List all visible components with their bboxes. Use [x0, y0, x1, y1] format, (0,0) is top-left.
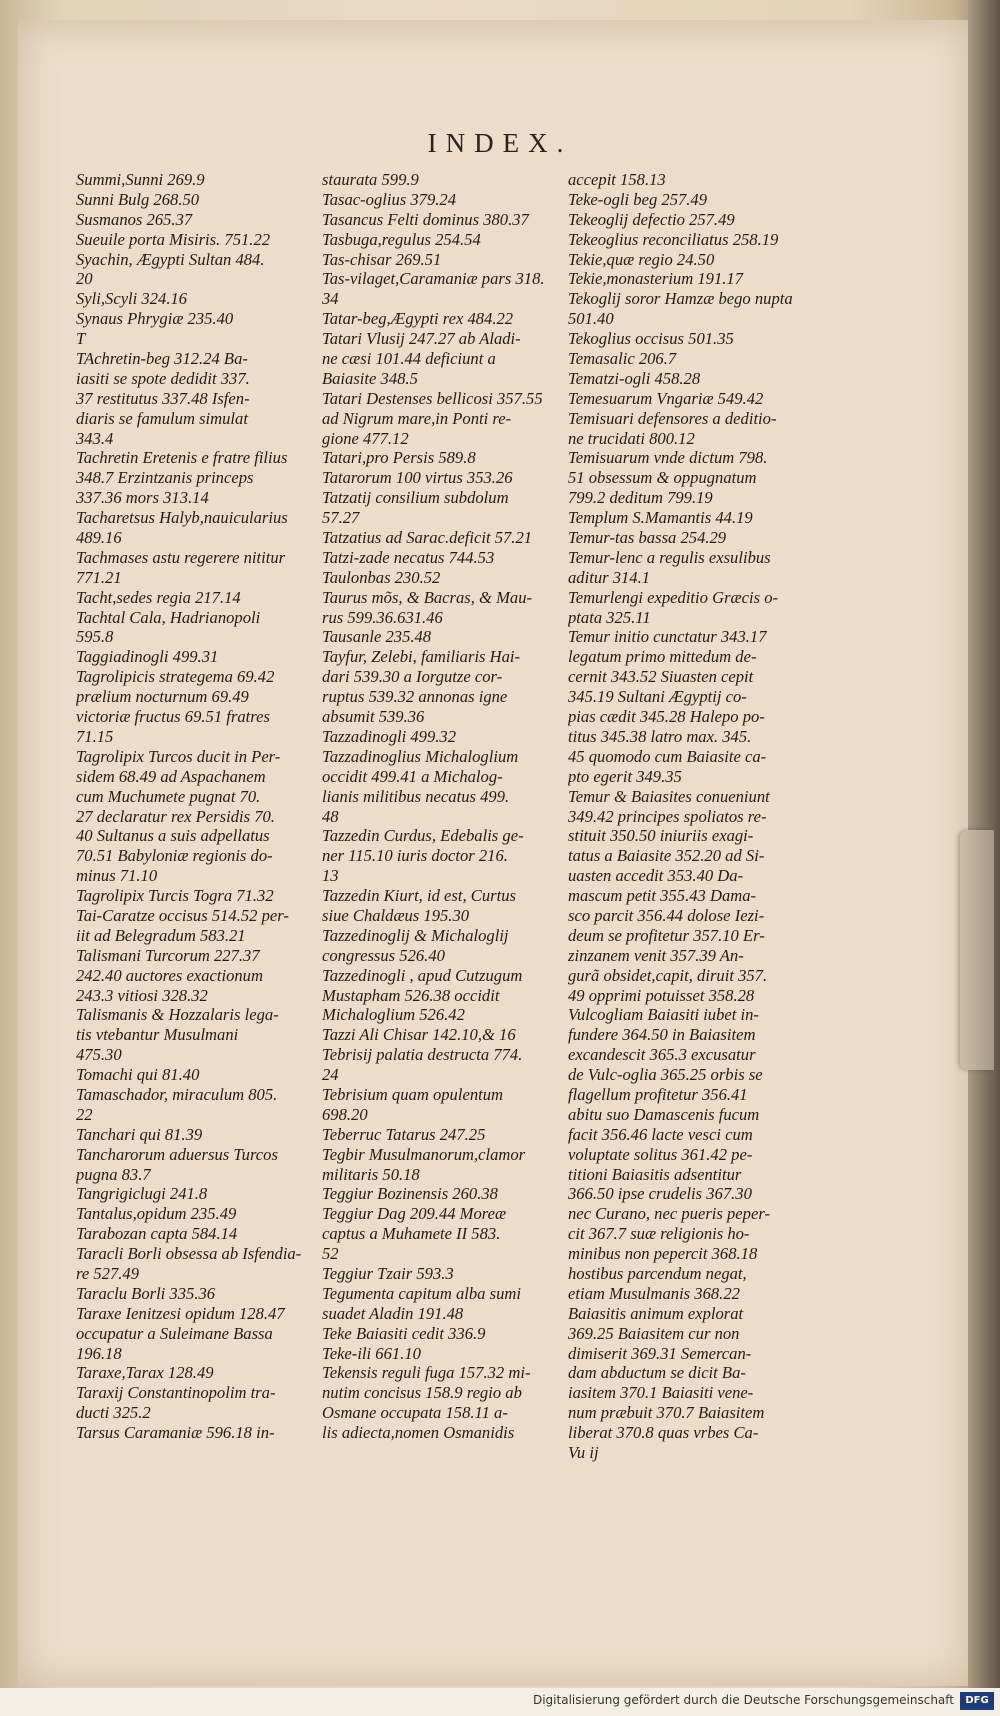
index-entry-line: Temasalic 206.7 — [568, 349, 677, 369]
index-entry-line: Talismanis & Hozzalaris lega- — [76, 1005, 279, 1025]
index-entry-line: pugna 83.7 — [76, 1164, 151, 1184]
index-entry-line: Teggiur Bozinensis 260.38 — [322, 1184, 498, 1204]
index-entry-line: rus 599.36.631.46 — [322, 607, 443, 627]
index-entry-line: Temesuarum Vngariæ 549.42 — [568, 388, 764, 408]
index-entry-line: Tazzadinoglius Michaloglium — [322, 746, 519, 766]
index-entry-line: iasiti se spote dedidit 337. — [76, 368, 250, 388]
index-entry-line: 45 quomodo cum Baiasite ca- — [568, 746, 767, 766]
index-entry-line: gurã obsidet,capit, diruit 357. — [568, 965, 768, 985]
index-entry-line: Tas-chisar 269.51 — [322, 249, 442, 269]
index-entry-line: cum Muchumete pugnat 70. — [76, 786, 261, 806]
index-entry-line: minus 71.10 — [76, 866, 158, 886]
index-entry-line: 34 — [322, 289, 339, 309]
index-entry-line: congressus 526.40 — [322, 945, 445, 965]
index-entry-line: Tantalus,opidum 235.49 — [76, 1204, 237, 1224]
index-entry-line: Tatarorum 100 virtus 353.26 — [322, 468, 513, 488]
index-entry-line: 48 — [322, 806, 339, 826]
index-entry-line: staurata 599.9 — [322, 170, 419, 189]
index-entry-line: Tekie,monasterium 191.17 — [568, 269, 743, 289]
index-entry-line: ne cæsi 101.44 deficiunt a — [322, 349, 496, 369]
index-entry-line: Tachretin Eretenis e fratre filius — [76, 448, 288, 468]
index-entry-line: 242.40 auctores exactionum — [76, 965, 263, 985]
index-entry-line: dam abductum se dicit Ba- — [568, 1363, 746, 1383]
index-entry-line: Sueuile porta Misiris. 751.22 — [76, 229, 271, 249]
index-entry-line: 57.27 — [322, 508, 360, 528]
index-entry-line: uasten accedit 353.40 Da- — [568, 866, 744, 886]
index-entry-line: Tekoglij soror Hamzæ bego nupta — [568, 289, 793, 309]
index-entry-line: ad Nigrum mare,in Ponti re- — [322, 408, 512, 428]
index-entry-line: etiam Musulmanis 368.22 — [568, 1283, 740, 1303]
index-entry-line: pto egerit 349.35 — [568, 766, 682, 786]
index-entry-line: accepit 158.13 — [568, 170, 666, 189]
index-entry-line: Temur-tas bassa 254.29 — [568, 528, 727, 548]
index-entry-line: Tebrisij palatia destructa 774. — [322, 1045, 523, 1065]
index-entry-line: Tayfur, Zelebi, familiaris Hai- — [322, 647, 521, 667]
index-entry-line: Temisuarum vnde dictum 798. — [568, 448, 768, 468]
index-column-3 — [568, 170, 838, 1463]
index-entry-line: 13 — [322, 866, 339, 886]
index-entry-line: Talismani Turcorum 227.37 — [76, 945, 260, 965]
index-entry-line: Taggiadinogli 499.31 — [76, 647, 219, 667]
index-entry-line: iit ad Belegradum 583.21 — [76, 925, 246, 945]
index-entry-line: Tatari Destenses bellicosi 357.55 — [322, 388, 543, 408]
index-entry-line: 22 — [76, 1104, 93, 1124]
index-entry-line: lis adiecta,nomen Osmanidis — [322, 1423, 515, 1443]
index-entry-line: Baiasitis animum explorat — [568, 1303, 744, 1323]
index-entry-line: ptata 325.11 — [568, 607, 651, 627]
index-entry-line: Tekie,quæ regio 24.50 — [568, 249, 715, 269]
index-entry-line: Tazzedin Curdus, Edebalis ge- — [322, 826, 524, 846]
index-entry-line: 799.2 deditum 799.19 — [568, 488, 713, 508]
index-entry-line: zinzanem venit 357.39 An- — [568, 945, 744, 965]
index-entry-line: liberat 370.8 quas vrbes Ca- — [568, 1423, 759, 1443]
index-entry-line: re 527.49 — [76, 1263, 139, 1283]
index-entry-line: deum se profitetur 357.10 Er- — [568, 925, 765, 945]
index-entry-line: occupatur a Suleimane Bassa — [76, 1323, 273, 1343]
index-entry-line: Tanchari qui 81.39 — [76, 1124, 203, 1144]
index-entry-line: 24 — [322, 1065, 339, 1085]
index-entry-line: Syli,Scyli 324.16 — [76, 289, 188, 309]
index-column-2 — [322, 170, 592, 1443]
index-entry-line: Tarabozan capta 584.14 — [76, 1224, 238, 1244]
index-entry-line: Tachtal Cala, Hadrianopoli — [76, 607, 261, 627]
index-entry-line: 70.51 Babyloniæ regionis do- — [76, 846, 273, 866]
index-entry-line: sco parcit 356.44 dolose Iezi- — [568, 905, 765, 925]
index-entry-line: Tazzedinoglij & Michaloglij — [322, 925, 509, 945]
index-entry-line: 243.3 vitiosi 328.32 — [76, 985, 208, 1005]
index-entry-line: lianis militibus necatus 499. — [322, 786, 510, 806]
index-entry-line: Tausanle 235.48 — [322, 627, 432, 647]
index-entry-line: Taraxe,Tarax 128.49 — [76, 1363, 214, 1383]
index-entry-line: tis vtebantur Musulmani — [76, 1025, 239, 1045]
index-entry-line: Teke-ogli beg 257.49 — [568, 189, 708, 209]
index-entry-line: 52 — [322, 1244, 339, 1264]
index-entry-line: Tangrigiclugi 241.8 — [76, 1184, 208, 1204]
index-entry-line: Mustapham 526.38 occidit — [322, 985, 500, 1005]
index-entry-line: sidem 68.49 ad Aspachanem — [76, 766, 266, 786]
index-entry-line: Tagrolipicis strategema 69.42 — [76, 667, 275, 687]
index-entry-line: 771.21 — [76, 567, 122, 587]
index-entry-line: fundere 364.50 in Baiasitem — [568, 1025, 756, 1045]
dfg-logo-icon: DFG — [960, 1692, 994, 1710]
index-entry-line: Tatzi-zade necatus 744.53 — [322, 547, 495, 567]
index-entry-line: flagellum profitetur 356.41 — [568, 1084, 748, 1104]
index-entry-line: excandescit 365.3 excusatur — [568, 1045, 756, 1065]
index-entry-line: Taraxe Ienitzesi opidum 128.47 — [76, 1303, 285, 1323]
index-entry-line: pias cædit 345.28 Halepo po- — [568, 707, 765, 727]
footer-credit: Digitalisierung gefördert durch die Deutsche Forschungsgemeinschaft — [532, 1693, 954, 1707]
index-column-1 — [76, 170, 346, 1443]
index-entry-line: Temur-lenc a regulis exsulibus — [568, 547, 771, 567]
index-entry-line: aditur 314.1 — [568, 567, 651, 587]
index-entry-line: Tazzedin Kiurt, id est, Curtus — [322, 886, 516, 906]
index-entry-line: hostibus parcendum negat, — [568, 1263, 747, 1283]
index-entry-line: Tekeoglij defectio 257.49 — [568, 209, 735, 229]
index-entry-line: Osmane occupata 158.11 a- — [322, 1403, 508, 1423]
index-entry-line: 20 — [76, 269, 93, 289]
index-entry-line: 71.15 — [76, 726, 114, 746]
index-entry-line: Teke Baiasiti cedit 336.9 — [322, 1323, 486, 1343]
index-entry-line: titus 345.38 latro max. 345. — [568, 726, 752, 746]
index-entry-line: 348.7 Erzintzanis princeps — [76, 468, 254, 488]
index-entry-line: Tazzi Ali Chisar 142.10,& 16 — [322, 1025, 516, 1045]
index-entry-line: cernit 343.52 Siuasten cepit — [568, 667, 754, 687]
index-entry-line: Tagrolipix Turcos ducit in Per- — [76, 746, 281, 766]
page-clip — [960, 830, 994, 1070]
index-entry-line: 349.42 principes spoliatos re- — [568, 806, 767, 826]
index-entry-line: TAchretin-beg 312.24 Ba- — [76, 349, 248, 369]
index-entry-line: absumit 539.36 — [322, 707, 425, 727]
index-entry-line: Tai-Caratze occisus 514.52 per- — [76, 905, 289, 925]
index-entry-line: facit 356.46 lacte vesci cum — [568, 1124, 753, 1144]
footer-bar — [0, 1688, 1000, 1716]
index-entry-line: Teggiur Dag 209.44 Moreæ — [322, 1204, 507, 1224]
index-entry-line: cit 367.7 suæ religionis ho- — [568, 1224, 750, 1244]
index-entry-line: de Vulc-oglia 365.25 orbis se — [568, 1065, 763, 1085]
index-entry-line: 345.19 Sultani Ægyptij co- — [568, 687, 747, 707]
index-entry-line: Temur initio cunctatur 343.17 — [568, 627, 767, 647]
index-entry-line: Vulcogliam Baiasiti iubet in- — [568, 1005, 759, 1025]
index-entry-line: Taraclu Borli 335.36 — [76, 1283, 216, 1303]
index-entry-line: 337.36 mors 313.14 — [76, 488, 209, 508]
index-entry-line: siue Chaldæus 195.30 — [322, 905, 470, 925]
index-entry-line: Taracli Borli obsessa ab Isfendia- — [76, 1244, 302, 1264]
index-entry-line: prælium nocturnum 69.49 — [76, 687, 249, 707]
index-entry-line: Templum S.Mamantis 44.19 — [568, 508, 753, 528]
index-entry-line: Tagrolipix Turcis Togra 71.32 — [76, 886, 274, 906]
index-entry-line: Taraxij Constantinopolim tra- — [76, 1383, 276, 1403]
index-entry-line: Tegumenta capitum alba sumi — [322, 1283, 521, 1303]
index-entry-line: Summi,Sunni 269.9 — [76, 170, 205, 189]
index-entry-line: Tas-vilaget,Caramaniæ pars 318. — [322, 269, 545, 289]
index-entry-line: Tacharetsus Halyb,nauicularius — [76, 508, 288, 528]
index-entry-line: minibus non pepercit 368.18 — [568, 1244, 758, 1264]
index-entry-line: suadet Aladin 191.48 — [322, 1303, 464, 1323]
index-entry-line: Temurlengi expeditio Græcis o- — [568, 587, 779, 607]
index-entry-line: Tebrisium quam opulentum — [322, 1084, 504, 1104]
index-entry-line: Susmanos 265.37 — [76, 209, 193, 229]
index-entry-line: captus a Muhamete II 583. — [322, 1224, 501, 1244]
index-entry-line: Baiasite 348.5 — [322, 368, 418, 388]
index-entry-line: victoriæ fructus 69.51 fratres — [76, 707, 270, 727]
index-entry-line: ne trucidati 800.12 — [568, 428, 695, 448]
index-entry-line: Tazzadinogli 499.32 — [322, 726, 457, 746]
index-entry-line: abitu suo Damascenis fucum — [568, 1104, 760, 1124]
index-entry-line: stituit 350.50 iniuriis exagi- — [568, 826, 754, 846]
page-title: INDEX. — [427, 128, 573, 158]
index-entry-line: Taurus mõs, & Bacras, & Mau- — [322, 587, 533, 607]
index-entry-line: 49 opprimi potuisset 358.28 — [568, 985, 755, 1005]
index-entry-line: 40 Sultanus a suis adpellatus — [76, 826, 270, 846]
index-entry-line: Temisuari defensores a deditio- — [568, 408, 777, 428]
index-entry-line: occidit 499.41 a Michalog- — [322, 766, 503, 786]
index-entry-line: militaris 50.18 — [322, 1164, 420, 1184]
index-entry-line: tatus a Baiasite 352.20 ad Si- — [568, 846, 765, 866]
index-entry-line: Tatzatius ad Sarac.deficit 57.21 — [322, 528, 533, 548]
index-entry-line: gione 477.12 — [322, 428, 409, 448]
index-entry-line: 501.40 — [568, 309, 614, 329]
index-entry-line: 369.25 Baiasitem cur non — [568, 1323, 740, 1343]
index-entry-line: T — [76, 329, 86, 349]
index-entry-line: Tekensis reguli fuga 157.32 mi- — [322, 1363, 531, 1383]
index-entry-line: nutim concisus 158.9 regio ab — [322, 1383, 522, 1403]
index-entry-line: Tasancus Felti dominus 380.37 — [322, 209, 529, 229]
index-entry-line: 475.30 — [76, 1045, 122, 1065]
index-entry-line: Vu ij — [568, 1443, 599, 1462]
index-entry-line: Teberruc Tatarus 247.25 — [322, 1124, 486, 1144]
index-entry-line: Synaus Phrygiæ 235.40 — [76, 309, 234, 329]
index-entry-line: Tomachi qui 81.40 — [76, 1065, 200, 1085]
index-entry-line: 27 declaratur rex Persidis 70. — [76, 806, 275, 826]
index-entry-line: ruptus 539.32 annonas igne — [322, 687, 508, 707]
index-entry-line: iasitem 370.1 Baiasiti vene- — [568, 1383, 754, 1403]
index-entry-line: 343.4 — [76, 428, 114, 448]
index-entry-line: Tematzi-ogli 458.28 — [568, 368, 701, 388]
index-entry-line: Taulonbas 230.52 — [322, 567, 441, 587]
index-entry-line: 698.20 — [322, 1104, 368, 1124]
index-entry-line: Teggiur Tzair 593.3 — [322, 1263, 454, 1283]
index-entry-line: Temur & Baiasites conueniunt — [568, 786, 770, 806]
index-entry-line: ducti 325.2 — [76, 1403, 151, 1423]
index-entry-line: 595.8 — [76, 627, 114, 647]
index-entry-line: Michaloglium 526.42 — [322, 1005, 465, 1025]
index-entry-line: 196.18 — [76, 1343, 122, 1363]
index-entry-line: Tekeoglius reconciliatus 258.19 — [568, 229, 779, 249]
index-entry-line: Tatari Vlusij 247.27 ab Aladi- — [322, 329, 521, 349]
index-entry-line: 37 restitutus 337.48 Isfen- — [76, 388, 250, 408]
index-entry-line: legatum primo mittedum de- — [568, 647, 757, 667]
index-entry-line: Syachin, Ægypti Sultan 484. — [76, 249, 265, 269]
index-entry-line: voluptate solitus 361.42 pe- — [568, 1144, 753, 1164]
index-entry-line: Tasac-oglius 379.24 — [322, 189, 456, 209]
index-entry-line: Teke-ili 661.10 — [322, 1343, 421, 1363]
index-entry-line: Tancharorum aduersus Turcos — [76, 1144, 278, 1164]
index-entry-line: nec Curano, nec pueris peper- — [568, 1204, 770, 1224]
index-entry-line: Tamaschador, miraculum 805. — [76, 1084, 278, 1104]
index-entry-line: 366.50 ipse crudelis 367.30 — [568, 1184, 752, 1204]
index-entry-line: titioni Baiasitis adsentitur — [568, 1164, 742, 1184]
index-entry-line: dimiserit 369.31 Semercan- — [568, 1343, 752, 1363]
index-entry-line: num præbuit 370.7 Baiasitem — [568, 1403, 765, 1423]
index-entry-line: mascum petit 355.43 Dama- — [568, 886, 757, 906]
index-entry-line: dari 539.30 a Iorgutze cor- — [322, 667, 503, 687]
index-entry-line: 489.16 — [76, 528, 122, 548]
index-entry-line: Tasbuga,regulus 254.54 — [322, 229, 481, 249]
index-entry-line: Tazzedinogli , apud Cutzugum — [322, 965, 523, 985]
index-entry-line: Tatar-beg,Ægypti rex 484.22 — [322, 309, 514, 329]
index-entry-line: Tacht,sedes regia 217.14 — [76, 587, 241, 607]
index-entry-line: Tarsus Caramaniæ 596.18 in- — [76, 1423, 275, 1443]
index-entry-line: ner 115.10 iuris doctor 216. — [322, 846, 508, 866]
index-entry-line: Tekoglius occisus 501.35 — [568, 329, 734, 349]
index-entry-line: Tatari,pro Persis 589.8 — [322, 448, 476, 468]
index-entry-line: Sunni Bulg 268.50 — [76, 189, 200, 209]
index-entry-line: Tatzatij consilium subdolum — [322, 488, 509, 508]
index-entry-line: Tachmases astu regerere nititur — [76, 547, 286, 567]
index-entry-line: diaris se famulum simulat — [76, 408, 248, 428]
index-entry-line: 51 obsessum & oppugnatum — [568, 468, 757, 488]
index-entry-line: Tegbir Musulmanorum,clamor — [322, 1144, 526, 1164]
